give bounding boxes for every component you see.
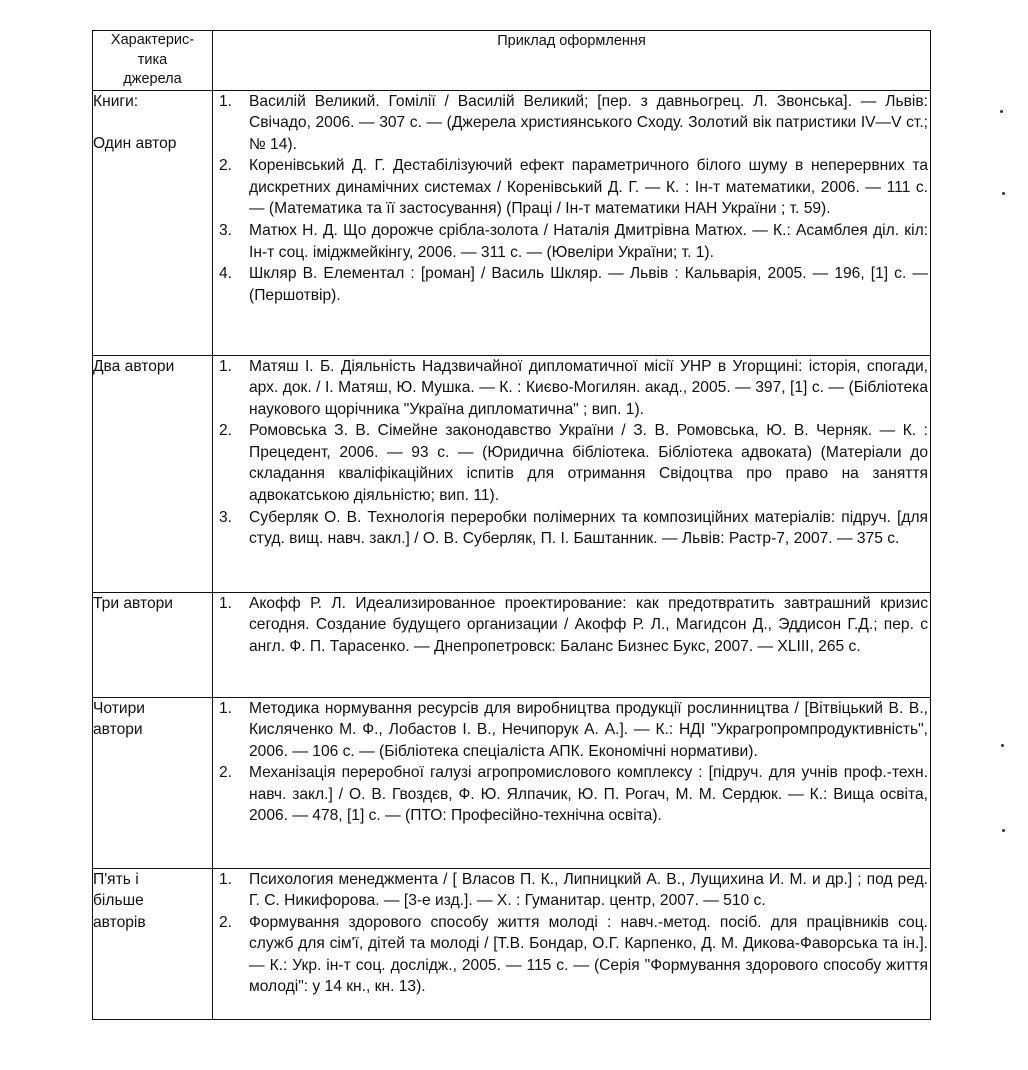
item-number: 2. xyxy=(219,913,233,931)
examples-list xyxy=(213,593,930,658)
category-label: більше xyxy=(93,892,144,910)
item-number: 1. xyxy=(219,594,233,612)
item-text: Матяш І. Б. Діяльність Надзвичайної дипломатичної місії УНР в Угорщині: історія, спогади, арх. док. / І. Матяш, Ю. Мушка. — К. : Києво-Могилян. акад., 2005. — 397, [1] с. — (Бібліотека наукового щорічника "Україна дипломатична" ; вип. 1). xyxy=(249,357,928,418)
category-cell xyxy=(93,90,213,355)
examples-list xyxy=(213,356,930,550)
list-item xyxy=(213,420,930,506)
item-text: Методика нормування ресурсів для виробництва продукції рослинництва / [Вітвіцький В. В., Кисляченко М. Ф., Лобастов І. В., Нечипорук А. А.]. — К.: НДІ "Украгропромпродуктивність", 2006. — 106 с. — (Бібліотека спеціаліста АПК. Економічні нормативи). xyxy=(249,699,928,760)
item-text: Матюх Н. Д. Що дорожче срібла-золота / Наталія Дмитрівна Матюх. — К.: Асамблея діл. кіл: Ін-т соц. іміджмейкінгу, 2006. — 311 с. — (Ювеліри України; т. 1). xyxy=(249,222,928,261)
category-label: Чотири xyxy=(93,699,145,717)
item-number: 1. xyxy=(219,357,233,375)
list-item xyxy=(213,593,930,658)
table-row-three-authors xyxy=(93,592,931,697)
category-cell xyxy=(93,868,213,1019)
list-item xyxy=(213,220,930,263)
examples-cell xyxy=(213,592,931,697)
item-text: Формування здорового способу життя молоді : навч.-метод. посіб. для працівників соц. служб для сім'ї, дітей та молоді / [Т.В. Бондар, О.Г. Карпенко, Д. М. Дикова-Фаворська та ін.]. — К.: Укр. ін-т соц. дослідж., 2005. — 115 с. — (Серія "Формування здорового способу життя молоді": у 14 кн., кн. 13). xyxy=(249,913,928,996)
header-source-type-line: джерела xyxy=(123,71,182,87)
category-label: Один автор xyxy=(93,135,177,153)
scan-speck xyxy=(1001,744,1004,747)
table-row-one-author xyxy=(93,90,931,355)
examples-cell xyxy=(213,355,931,592)
list-item xyxy=(213,91,930,156)
table-row-four-authors xyxy=(93,697,931,868)
list-item xyxy=(213,356,930,421)
examples-list xyxy=(213,91,930,307)
item-text: Психология менеджмента / [ Власов П. К., Липницкий А. В., Лущихина И. М. и др.] ; под ред. Г. С. Никифорова. — [3-е изд.]. — Х. : Гуманитар. центр, 2007. — 510 с. xyxy=(249,870,928,910)
category-label: автори xyxy=(93,721,143,739)
list-item xyxy=(213,912,930,998)
item-text: Акофф Р. Л. Идеализированное проектирование: как предотвратить завтрашний кризис сегодня. Создание будущего организации / Акофф Р. Л., Магидсон Д., Эддисон Г.Д.; пер. с англ. Ф. П. Тарасенко. — Днепропетровск: Баланс Бизнес Букс, 2007. — XLIII, 265 с. xyxy=(249,594,928,655)
item-number: 1. xyxy=(219,870,233,888)
header-source-type xyxy=(93,31,213,91)
item-number: 3. xyxy=(219,508,233,526)
item-number: 3. xyxy=(219,222,233,240)
category-label: П'ять і xyxy=(93,870,139,888)
examples-list xyxy=(213,869,930,999)
list-item xyxy=(213,698,930,763)
list-item xyxy=(213,869,930,912)
item-text: Ромовська З. В. Сімейне законодавство України / З. В. Ромовська, Ю. В. Черняк. — К. : Прецедент, 2006. — 93 с. — (Юридична бібліотека. Бібліотека адвоката) (Матеріали до складання кваліфікаційних іспитів для отримання Свідоцтва про право на заняття адвокатською діяльністю; вип. 11). xyxy=(249,422,928,505)
list-item xyxy=(213,762,930,827)
examples-cell xyxy=(213,697,931,868)
scan-speck xyxy=(1002,829,1005,832)
item-text: Василій Великий. Гомілії / Василій Великий; [пер. з давньогрец. Л. Звонська]. — Львів: Свічадо, 2006. — 307 с. — (Джерела християнського Сходу. Золотий вік патристики IV—V ст.; № 14). xyxy=(249,92,928,153)
item-number: 2. xyxy=(219,157,233,175)
item-number: 1. xyxy=(219,92,233,110)
item-text: Коренівський Д. Г. Дестабілізуючий ефект параметричного білого шуму в неперервних та дискретних динамічних системах / Коренівський Д. Г. — К. : Ін-т математики, 2006. — 111 с. — (Математика та її застосування) (Праці / Ін-т математики НАН України ; т. 59). xyxy=(249,157,928,218)
header-example: Приклад оформлення xyxy=(213,31,931,91)
examples-cell xyxy=(213,868,931,1019)
category-label: Три автори xyxy=(93,594,174,612)
item-number: 2. xyxy=(219,422,233,440)
header-row xyxy=(93,31,931,91)
category-label: Два автори xyxy=(93,357,175,375)
category-cell xyxy=(93,697,213,868)
examples-cell xyxy=(213,90,931,355)
item-number: 1. xyxy=(219,699,233,717)
examples-list xyxy=(213,698,930,828)
category-label: авторів xyxy=(93,913,146,931)
table-row-two-authors xyxy=(93,355,931,592)
item-number: 4. xyxy=(219,265,233,283)
bibliography-table xyxy=(92,30,931,1020)
category-spacer xyxy=(93,112,212,133)
item-number: 2. xyxy=(219,764,233,782)
list-item xyxy=(213,263,930,306)
category-label: Книги: xyxy=(93,92,139,110)
list-item xyxy=(213,507,930,550)
category-cell xyxy=(93,592,213,697)
item-text: Суберляк О. В. Технологія переробки полімерних та композиційних матеріалів: підруч. [для студ. вищ. навч. закл.] / О. В. Суберляк, П. І. Баштанник. — Львів: Растр-7, 2007. — 375 с. xyxy=(249,508,928,548)
header-source-type-line: Характерис- xyxy=(110,32,195,48)
category-cell xyxy=(93,355,213,592)
scan-speck xyxy=(1002,192,1005,195)
table-row-five-plus-authors xyxy=(93,868,931,1019)
list-item xyxy=(213,155,930,220)
scan-speck xyxy=(1000,110,1003,113)
item-text: Механізація переробної галузі агропромислового комплексу : [підруч. для учнів проф.-техн. навч. закл.] / О. В. Гвоздєв, Ф. Ю. Ялпачик, Ю. П. Рогач, М. М. Сердюк. — К.: Вища освіта, 2006. — 478, [1] с. — (ПТО: Професійно-технічна освіта). xyxy=(249,764,928,825)
header-source-type-line: тика xyxy=(137,51,168,68)
item-text: Шкляр В. Елементал : [роман] / Василь Шкляр. — Львів : Кальварія, 2005. — 196, [1] с. — (Першотвір). xyxy=(249,265,928,304)
